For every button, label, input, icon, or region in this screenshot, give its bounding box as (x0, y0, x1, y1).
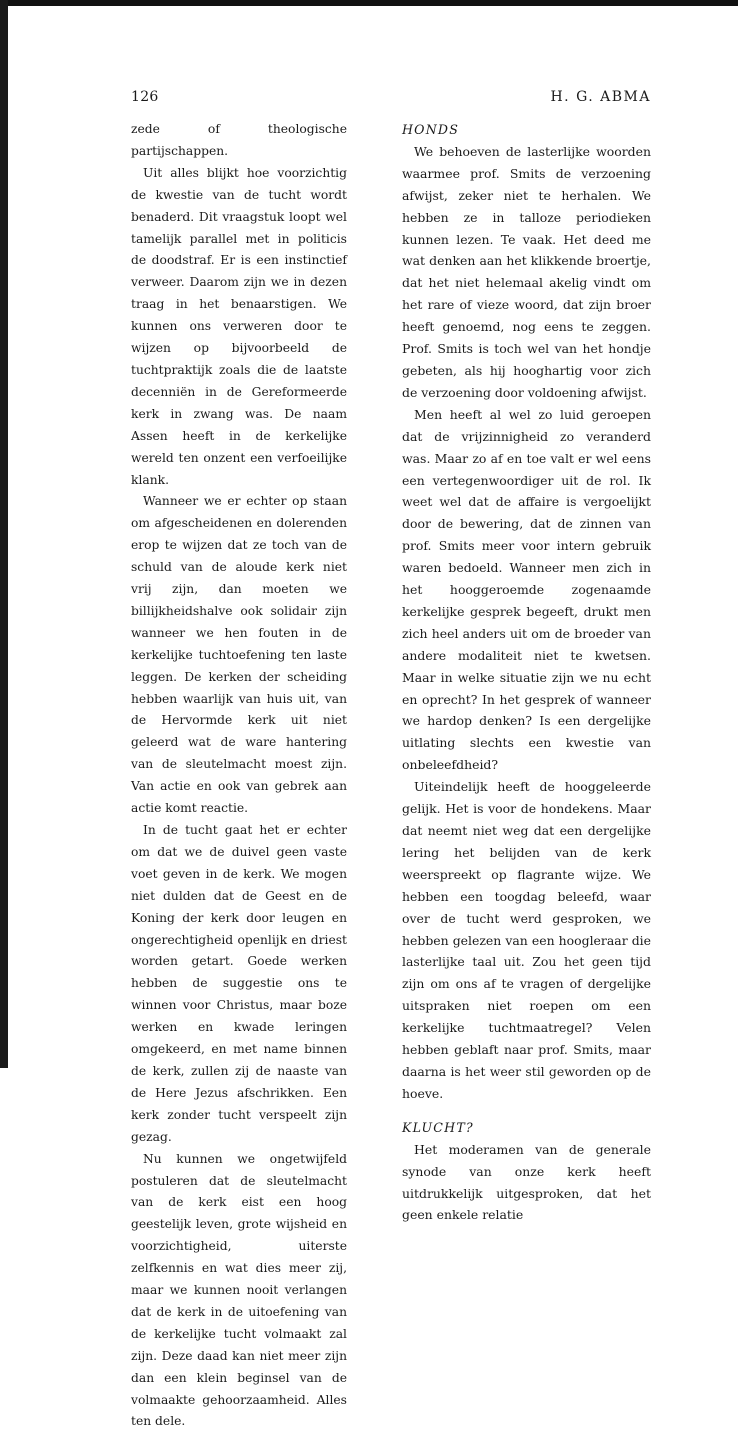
section-heading-klucht: KLUCHT? (402, 1119, 474, 1135)
paragraph: In de tucht gaat het er echter om dat we de duivel geen vaste voet geven in de kerk. We mogen niet dulden dat de Geest en de Koning der kerk door leugen en ongerechtigheid openlijk en driest worden getart. Goede werken hebben de suggestie ons te winnen voor Christus, maar boze werken en kwade leringen omgekeerd, en met name binnen de kerk, zullen zij de naaste van de Here Jezus afschrikken. Een kerk zonder tucht verspeelt zijn gezag. (131, 823, 347, 1144)
page-number: 126 (131, 89, 159, 105)
paragraph: zede of theologische partijschappen. (131, 122, 347, 158)
paragraph: Men heeft al wel zo luid geroepen dat de vrijzinnigheid zo veranderd was. Maar zo af en toe valt er wel eens een vertegenwoordiger uit de rol. Ik weet wel dat de affaire is vergoelijkt door de bewering, dat de zinnen van prof. Smits meer voor intern gebruik waren bedoeld. Wanneer men zich in het hooggeroemde zogenaamde kerkelijke gesprek begeeft, drukt men zich heel anders uit om de broeder van andere modaliteit niet te kwetsen. Maar in welke situatie zijn we nu echt en oprecht? In het gesprek of wanneer we hardop denken? Is een dergelijke uitlating slechts een kwestie van onbeleefdheid? (402, 406, 651, 773)
left-column (131, 119, 347, 1433)
paragraph: Uiteindelijk heeft de hooggeleerde gelijk. Het is voor de hondekens. Maar dat neemt niet weg dat een dergelijke lering het belijden van de kerk weerspreekt op flagrante wijze. We hebben een toogdag beleefd, waar over de tucht werd gesproken, we hebben gelezen van een hoogleraar die lasterlijke taal uit. Zou het geen tijd zijn om ons af te vragen of dergelijke uitspraken niet roepen om een kerkelijke tuchtmaatregel? Velen hebben geblaft naar prof. Smits, maar daarna is het weer stil geworden op de hoeve. (402, 779, 651, 1101)
paragraph: We behoeven de lasterlijke woorden waarmee prof. Smits de verzoening afwijst, zeker niet te herhalen. We hebben ze in talloze periodieken kunnen lezen. Te vaak. Het deed me wat denken aan het klikkende broertje, dat het niet helemaal akelig vindt om het rare of vieze woord, dat zijn broer heeft genoemd, nog eens te zeggen. Prof. Smits is toch wel van het hondje gebeten, als hij hooghartig voor zich de verzoening door voldoening afwijst. (402, 143, 651, 400)
paragraph: Het moderamen van de generale synode van onze kerk heeft uitdrukkelijk uitgesproken, dat het geen enkele relatie (402, 1141, 651, 1223)
scan-edge-top (0, 0, 738, 6)
paragraph: Wanneer we er echter op staan om afgescheidenen en dolerenden erop te wijzen dat ze toch van de schuld van de aloude kerk niet vrij zijn, dan moeten we billijkheidshalve ook solidair zijn wanneer we hen fouten in de kerkelijke tuchtoefening ten laste leggen. De kerken der scheiding hebben waarlijk van huis uit, van de Hervormde kerk uit niet geleerd wat de ware hantering van de sleutelmacht moest zijn. Van actie en ook van gebrek aan actie komt reactie. (131, 494, 347, 816)
paragraph: Nu kunnen we ongetwijfeld postuleren dat de sleutelmacht van de kerk eist een hoog geestelijk leven, grote wijsheid en voorzichtigheid, uiterste zelfkennis en wat dies meer zij, maar we kunnen nooit verlangen dat de kerk in de uitoefening van de kerkelijke tucht volmaakt zal zijn. Deze daad kan niet meer zijn dan een klein beginsel van de volmaakte gehoorzaamheid. Alles ten dele. (131, 1151, 347, 1429)
scan-edge-left (0, 0, 8, 1068)
section-gap (402, 1105, 651, 1117)
right-column (402, 119, 651, 1226)
paragraph: Uit alles blijkt hoe voorzichtig de kwestie van de tucht wordt benaderd. Dit vraagstuk loopt wel tamelijk parallel met in politicis de doodstraf. Er is een instinctief verweer. Daarom zijn we in dezen traag in het benaarstigen. We kunnen ons verweren door te wijzen op bijvoorbeeld de tuchtpraktijk zoals die de laatste decenniën in de Gereformeerde kerk in zwang was. De naam Assen heeft in de kerkelijke wereld ten onzent een verfoeilijke klank. (131, 165, 347, 487)
section-heading-honds: HONDS (402, 122, 460, 137)
running-head: H. G. ABMA (550, 89, 651, 105)
